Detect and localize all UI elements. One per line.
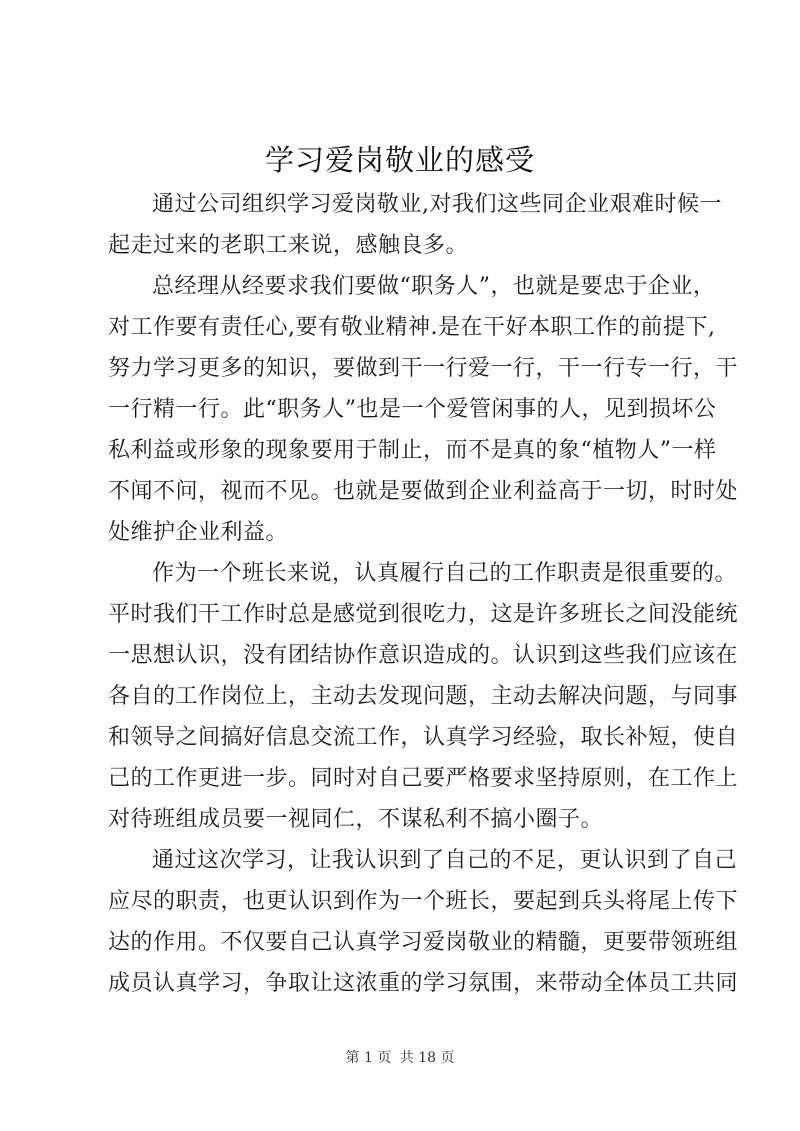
page-number: 第 1 页 <box>345 1050 392 1066</box>
paragraph-line: 成员认真学习，争取让这浓重的学习氛围，来带动全体员工共同 <box>108 971 739 996</box>
paragraph-2 <box>108 266 739 553</box>
paragraph-line: 应尽的职责，也更认识到作为一个班长，要起到兵头将尾上传下 <box>108 889 739 914</box>
paragraph-line: 处维护企业利益。 <box>108 520 289 545</box>
paragraph-line: 努力学习更多的知识，要做到干一行爱一行，干一行专一行，干 <box>108 356 739 381</box>
paragraph-line: 通过公司组织学习爱岗敬业,对我们这些同企业艰难时候一 <box>152 192 722 217</box>
page-total: 共 18 页 <box>399 1050 455 1066</box>
paragraph-line: 各自的工作岗位上，主动去发现问题，主动去解决问题，与同事 <box>108 684 739 709</box>
paragraph-line: 对待班组成员要一视同仁，不谋私利不搞小圈子。 <box>108 807 604 832</box>
paragraph-line: 己的工作更进一步。同时对自己要严格要求坚持原则，在工作上 <box>108 766 739 791</box>
paragraph-line: 平时我们干工作时总是感觉到很吃力，这是许多班长之间没能统 <box>108 602 739 627</box>
paragraph-1 <box>108 184 722 266</box>
paragraph-line: 和领导之间搞好信息交流工作，认真学习经验，取长补短，使自 <box>108 725 739 750</box>
paragraph-line: 对工作要有责任心,要有敬业精神.是在干好本职工作的前提下, <box>108 315 716 340</box>
paragraph-line: 通过这次学习，让我认识到了自己的不足，更认识到了自己 <box>152 848 738 873</box>
paragraph-line: 作为一个班长来说，认真履行自己的工作职责是很重要的。 <box>152 561 738 586</box>
paragraph-line: 起走过来的老职工来说，感触良多。 <box>108 233 469 258</box>
paragraph-line: 一思想认识，没有团结协作意识造成的。认识到这些我们应该在 <box>108 643 739 668</box>
paragraph-line: 总经理从经要求我们要做“职务人”，也就是要忠于企业， <box>152 274 716 299</box>
document-body <box>108 184 739 1004</box>
paragraph-line: 一行精一行。此“职务人”也是一个爱管闲事的人，见到损坏公 <box>108 397 717 422</box>
document-title: 学习爱岗敬业的感受 <box>264 143 535 177</box>
paragraph-3 <box>108 553 739 840</box>
paragraph-line: 不闻不问，视而不见。也就是要做到企业利益高于一切，时时处 <box>108 479 739 504</box>
paragraph-line: 私利益或形象的现象要用于制止，而不是真的象“植物人”一样 <box>108 438 717 463</box>
page-footer <box>0 1048 800 1068</box>
paragraph-4 <box>108 840 739 1004</box>
paragraph-line: 达的作用。不仅要自己认真学习爱岗敬业的精髓，更要带领班组 <box>108 930 739 955</box>
